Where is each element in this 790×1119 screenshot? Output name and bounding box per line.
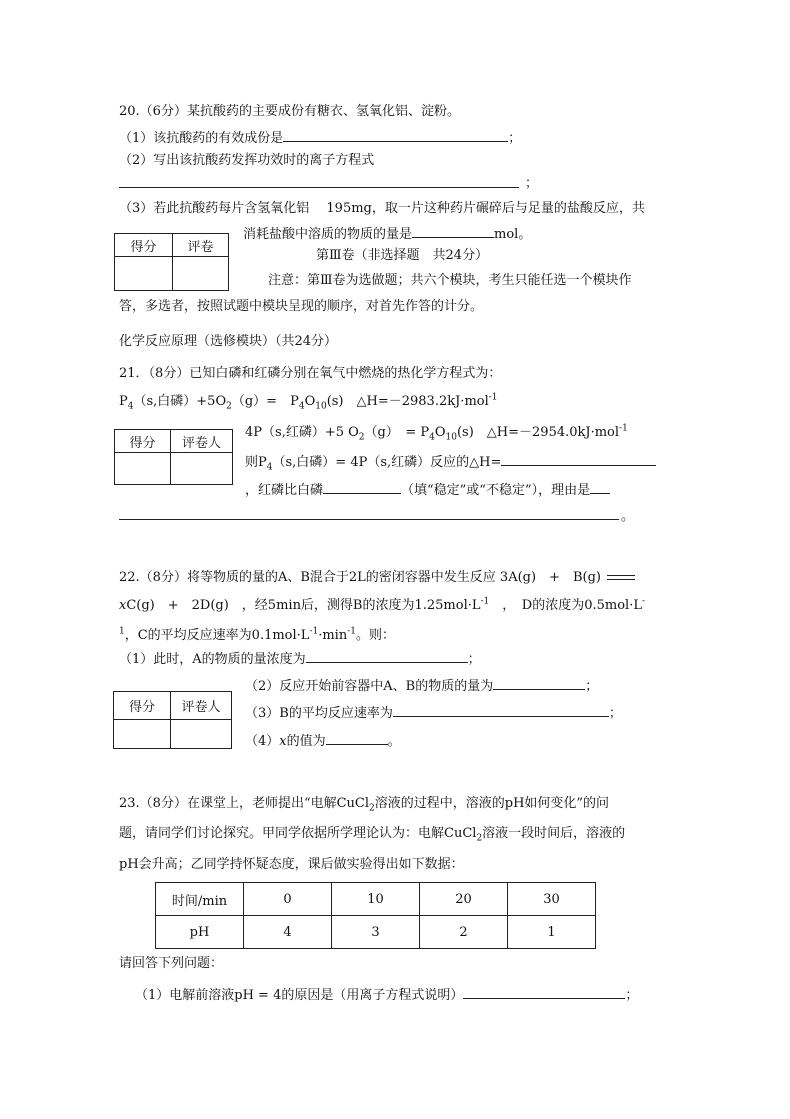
q23-part1 bbox=[135, 986, 638, 1004]
q21-equation-1 bbox=[119, 394, 498, 410]
score-box-3 bbox=[113, 691, 232, 749]
q21-q1-part: （s,白磷）= 4P（s,红磷）反应的△H= bbox=[272, 455, 502, 470]
q21-eq1-part: （s,白磷）+5O bbox=[133, 394, 227, 409]
q20-part3-text: 消耗盐酸中溶质的物质的量是 bbox=[243, 227, 413, 242]
q21-eq1-sub: 10 bbox=[315, 401, 327, 412]
grader-cell[interactable] bbox=[171, 453, 233, 485]
q22-l3-sup: -1 bbox=[309, 626, 319, 637]
score-cell[interactable] bbox=[115, 257, 173, 291]
q21-eq2-sub: 2 bbox=[358, 432, 365, 443]
q21-eq2-sup: -1 bbox=[619, 423, 628, 434]
q23-l2-part: 题，请同学们讨论探究。甲同学依据所学理论认为：电解CuCl bbox=[119, 826, 477, 841]
q22-l3-part: 。则： bbox=[356, 628, 396, 643]
q21-eq2-sub: 10 bbox=[445, 432, 457, 443]
q22-line2 bbox=[119, 598, 645, 614]
q21-eq1-part: O bbox=[304, 394, 316, 409]
q20-answer-blank-3[interactable] bbox=[412, 225, 494, 238]
q20-part1-end: ； bbox=[508, 131, 522, 146]
q21-title: 21．（8分）已知白磷和红磷分别在氧气中燃烧的热化学方程式为： bbox=[119, 366, 502, 381]
q21-eq2-part: (s) △H=－2954.0kJ·mol bbox=[456, 425, 620, 440]
q22-answer-blank-3[interactable] bbox=[393, 704, 609, 717]
table-row bbox=[156, 883, 596, 916]
q22-answer-blank-1[interactable] bbox=[306, 650, 468, 663]
q22-title bbox=[119, 570, 635, 586]
q22-part4-text: （4） bbox=[245, 734, 280, 749]
score-label: 得分 bbox=[114, 692, 171, 720]
q21-answer-blank-reason-start[interactable] bbox=[590, 481, 610, 494]
q21-eq2-part: （g） = P bbox=[364, 425, 430, 440]
q22-answer-blank-2[interactable] bbox=[493, 677, 585, 690]
q20-part1-text: （1）该抗酸药的有效成份是 bbox=[119, 131, 284, 146]
q22-part4-end: 。 bbox=[387, 734, 401, 749]
q22-part1-text: （1）此时，A的物质的量浓度为 bbox=[119, 652, 306, 667]
q20-part2-end: ； bbox=[525, 176, 539, 191]
score-label: 得分 bbox=[115, 234, 173, 257]
q22-part3-text: （3）B的平均反应速率为 bbox=[245, 706, 393, 721]
q22-title-text: 22.（8分）将等物质的量的A、B混合于2L的密闭容器中发生反应 3A(g) + B(g) bbox=[119, 570, 601, 585]
q21-answer-blank-stability[interactable] bbox=[323, 481, 401, 494]
q23-l2-sub: 2 bbox=[476, 833, 483, 844]
section3-note-line1: 注意：第Ⅲ卷为选做题；共六个模块，考生只能任选一个模块作 bbox=[268, 273, 632, 288]
grader-label: 评卷人 bbox=[171, 430, 233, 453]
q20-answer-blank-1[interactable] bbox=[283, 129, 508, 142]
table-cell: 0 bbox=[244, 883, 332, 916]
q21-eq1-sub: 4 bbox=[298, 401, 305, 412]
q21-question-1 bbox=[245, 453, 656, 471]
score-box-1 bbox=[114, 233, 229, 291]
equilibrium-arrow-icon bbox=[607, 574, 635, 582]
q21-q1-sub: 4 bbox=[266, 462, 273, 473]
section3-note-line2: 答，多选者，按照试题中模块呈现的顺序，对首先作答的计分。 bbox=[119, 299, 484, 314]
q22-line3 bbox=[119, 628, 395, 644]
table-header-ph: pH bbox=[156, 916, 244, 949]
q22-l3-part: ·min bbox=[318, 628, 348, 643]
score-box-2 bbox=[114, 429, 233, 485]
q21-eq2-part: 4P（s,红磷）+5 O bbox=[245, 425, 359, 440]
q23-l1-sub: 2 bbox=[369, 803, 375, 814]
q21-eq2-sub: 4 bbox=[429, 432, 435, 443]
q22-l2-sup: - bbox=[641, 596, 646, 607]
q22-part4 bbox=[245, 732, 401, 750]
q22-part1 bbox=[119, 650, 481, 668]
table-cell: 2 bbox=[420, 916, 508, 949]
q23-part1-text: （1）电解前溶液pH = 4的原因是（用离子方程式说明） bbox=[135, 988, 464, 1003]
q22-answer-blank-4[interactable] bbox=[326, 732, 388, 745]
q20-part3-line2 bbox=[243, 225, 531, 243]
q21-eq1-part: （g）= P bbox=[231, 394, 299, 409]
q23-l1-part: 23.（8分）在课堂上，老师提出“电解CuCl bbox=[119, 796, 370, 811]
table-cell: 30 bbox=[508, 883, 596, 916]
q21-answer-blank-dh[interactable] bbox=[501, 453, 656, 466]
q23-l2-part: 溶液一段时间后，溶液的 bbox=[482, 826, 626, 841]
q22-l3-sup: -1 bbox=[347, 626, 356, 637]
q22-part3-end: ； bbox=[608, 706, 622, 721]
section3-title: 第Ⅲ卷（非选择题 共24分） bbox=[316, 248, 489, 263]
q22-l2-part: C(g) + 2D(g) ，经5min后，测得B的浓度为1.25mol·L bbox=[126, 598, 481, 613]
q22-l2-part: ， D的浓度为0.5mol·L bbox=[489, 598, 642, 613]
table-cell: 1 bbox=[508, 916, 596, 949]
q20-part1 bbox=[119, 129, 521, 147]
score-label: 得分 bbox=[115, 430, 171, 453]
q22-variable-x: x bbox=[279, 734, 287, 749]
grader-cell[interactable] bbox=[173, 257, 229, 291]
q21-eq1-sub: 4 bbox=[127, 401, 134, 412]
q21-eq1-part: P bbox=[119, 394, 128, 409]
q23-line3: pH会升高；乙同学持怀疑态度，课后做实验得出如下数据： bbox=[119, 857, 464, 872]
table-cell: 3 bbox=[332, 916, 420, 949]
grader-cell[interactable] bbox=[171, 720, 232, 749]
q22-part2-end: ； bbox=[585, 679, 599, 694]
q21-answer-blank-reason[interactable] bbox=[119, 519, 619, 520]
q21-q2-part: （填“稳定”或“不稳定”），理由是 bbox=[401, 483, 591, 498]
q20-part3-unit: mol。 bbox=[494, 227, 532, 242]
q21-q1-part: 则P bbox=[245, 455, 267, 470]
q20-answer-blank-2[interactable] bbox=[119, 187, 519, 188]
q20-part3-line1: （3）若此抗酸药每片含氢氧化铝 195mg，取一片这种药片碾碎后与足量的盐酸反应，共 bbox=[119, 201, 645, 216]
q22-part2 bbox=[245, 677, 598, 695]
q22-l2-sup: -1 bbox=[480, 596, 490, 607]
q21-end: 。 bbox=[621, 509, 635, 524]
module-title: 化学反应原理（选修模块）（共24分） bbox=[119, 334, 338, 349]
q22-l3-part: ，C的平均反应速率为0.1mol·L bbox=[124, 628, 310, 643]
q22-part2-text: （2）反应开始前容器中A、B的物质的量为 bbox=[245, 679, 494, 694]
q21-eq1-part: (s) △H=－2983.2kJ·mol bbox=[326, 394, 489, 409]
table-header-time: 时间/min bbox=[156, 883, 244, 916]
table-cell: 10 bbox=[332, 883, 420, 916]
q21-eq1-sup: -1 bbox=[488, 392, 498, 403]
q22-l3-sup: 1 bbox=[119, 626, 125, 637]
q20-part2: （2）写出该抗酸药发挥功效时的离子方程式 bbox=[119, 153, 375, 168]
table-row bbox=[156, 916, 596, 949]
table-cell: 4 bbox=[244, 916, 332, 949]
q22-part1-end: ； bbox=[467, 652, 481, 667]
q21-equation-2 bbox=[245, 425, 628, 441]
q23-l1-part: 溶液的过程中，溶液的pH如何变化”的问 bbox=[374, 796, 610, 811]
q23-line1 bbox=[119, 796, 609, 812]
grader-label: 评卷 bbox=[173, 234, 229, 257]
q23-answer-blank-1[interactable] bbox=[463, 986, 625, 999]
score-cell[interactable] bbox=[115, 453, 171, 485]
q22-variable-x: x bbox=[119, 598, 127, 613]
q23-part1-end: ； bbox=[625, 988, 639, 1003]
q20-title: 20.（6分）某抗酸药的主要成份有糖衣、氢氧化铝、淀粉。 bbox=[119, 104, 460, 119]
table-cell: 20 bbox=[420, 883, 508, 916]
q23-prompt: 请回答下列问题： bbox=[119, 956, 224, 971]
ph-data-table bbox=[155, 882, 596, 949]
q21-eq1-sub: 2 bbox=[226, 401, 232, 412]
score-cell[interactable] bbox=[114, 720, 171, 749]
q22-part4-text: 的值为 bbox=[286, 734, 326, 749]
q23-line2 bbox=[119, 826, 625, 842]
q21-question-2 bbox=[245, 481, 610, 499]
q21-q2-part: ，红磷比白磷 bbox=[245, 483, 324, 498]
q21-eq2-part: O bbox=[434, 425, 446, 440]
q22-part3 bbox=[245, 704, 622, 722]
grader-label: 评卷人 bbox=[171, 692, 232, 720]
